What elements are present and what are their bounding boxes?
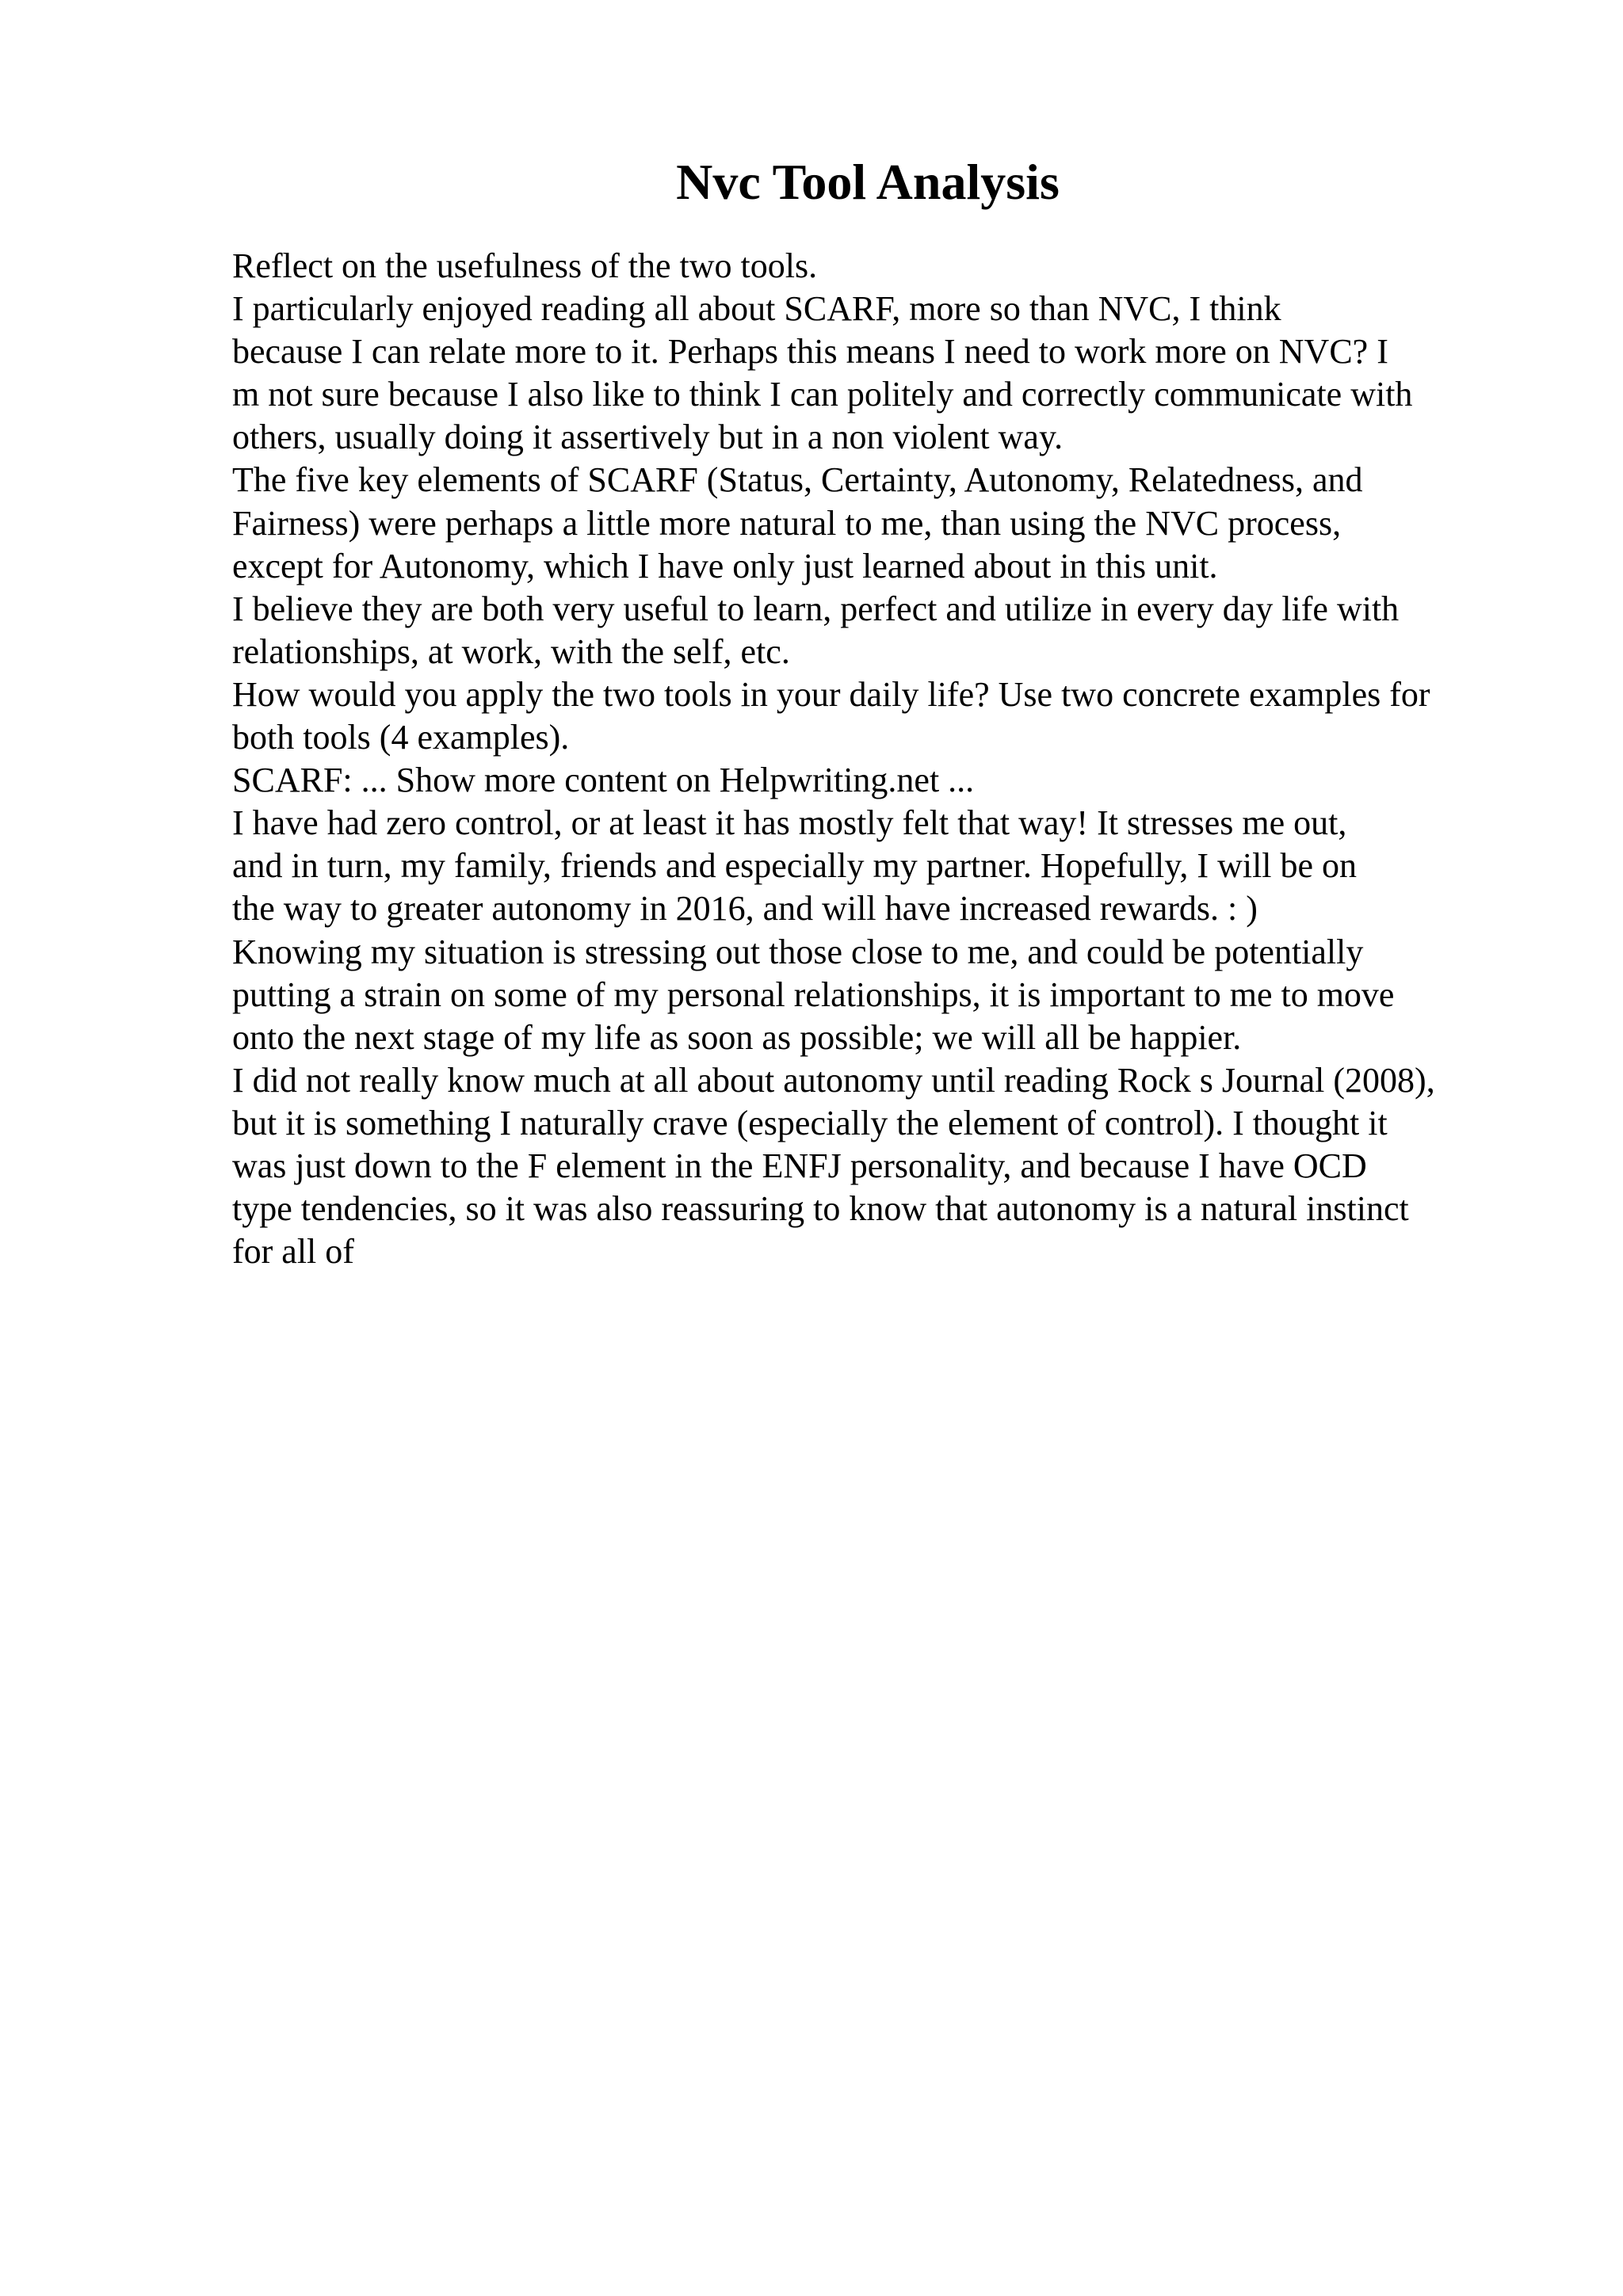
body-text-line: the way to greater autonomy in 2016, and will have increased rewards. : ) xyxy=(232,889,1258,929)
document-body xyxy=(232,245,1611,1273)
body-text-line: for all of xyxy=(232,1232,354,1272)
body-text-line: and in turn, my family, friends and especially my partner. Hopefully, I will be on xyxy=(232,846,1358,886)
body-text-line: I did not really know much at all about autonomy until reading Rock s Journal (2008), xyxy=(232,1060,1435,1100)
body-text-line: relationships, at work, with the self, etc. xyxy=(232,631,790,671)
body-text-line: SCARF: ... Show more content on Helpwriting.net ... xyxy=(232,761,975,800)
body-text-line: The five key elements of SCARF (Status, Certainty, Autonomy, Relatedness, and xyxy=(232,460,1363,500)
body-text-line: but it is something I naturally crave (especially the element of control). I thought it xyxy=(232,1103,1388,1142)
body-text-line: Fairness) were perhaps a little more natural to me, than using the NVC process, xyxy=(232,503,1342,543)
body-text-line: Knowing my situation is stressing out those close to me, and could be potentially xyxy=(232,932,1364,971)
body-text-line: type tendencies, so it was also reassuring to know that autonomy is a natural instinct xyxy=(232,1189,1409,1229)
body-text-line: Reflect on the usefulness of the two tools. xyxy=(232,246,818,285)
body-text-line: I have had zero control, or at least it has mostly felt that way! It stresses me out, xyxy=(232,803,1347,843)
body-text-line: onto the next stage of my life as soon as possible; we will all be happier. xyxy=(232,1017,1242,1057)
body-text-line: I particularly enjoyed reading all about SCARF, more so than NVC, I think xyxy=(232,289,1281,329)
body-text-line: I believe they are both very useful to learn, perfect and utilize in every day life with xyxy=(232,589,1400,628)
body-text-line: m not sure because I also like to think I can politely and correctly communicate with xyxy=(232,375,1413,414)
body-text-line: except for Autonomy, which I have only just learned about in this unit. xyxy=(232,546,1218,585)
document-title: Nvc Tool Analysis xyxy=(676,154,1060,210)
body-text-line: others, usually doing it assertively but in a non violent way. xyxy=(232,418,1064,457)
body-text-line: both tools (4 examples). xyxy=(232,718,570,757)
body-text-line: was just down to the F element in the ENFJ personality, and because I have OCD xyxy=(232,1146,1367,1185)
body-text-line: putting a strain on some of my personal relationships, it is important to me to move xyxy=(232,974,1395,1014)
body-text-line: because I can relate more to it. Perhaps this means I need to work more on NVC? I xyxy=(232,332,1388,372)
body-text-line: How would you apply the two tools in your daily life? Use two concrete examples for xyxy=(232,674,1430,714)
